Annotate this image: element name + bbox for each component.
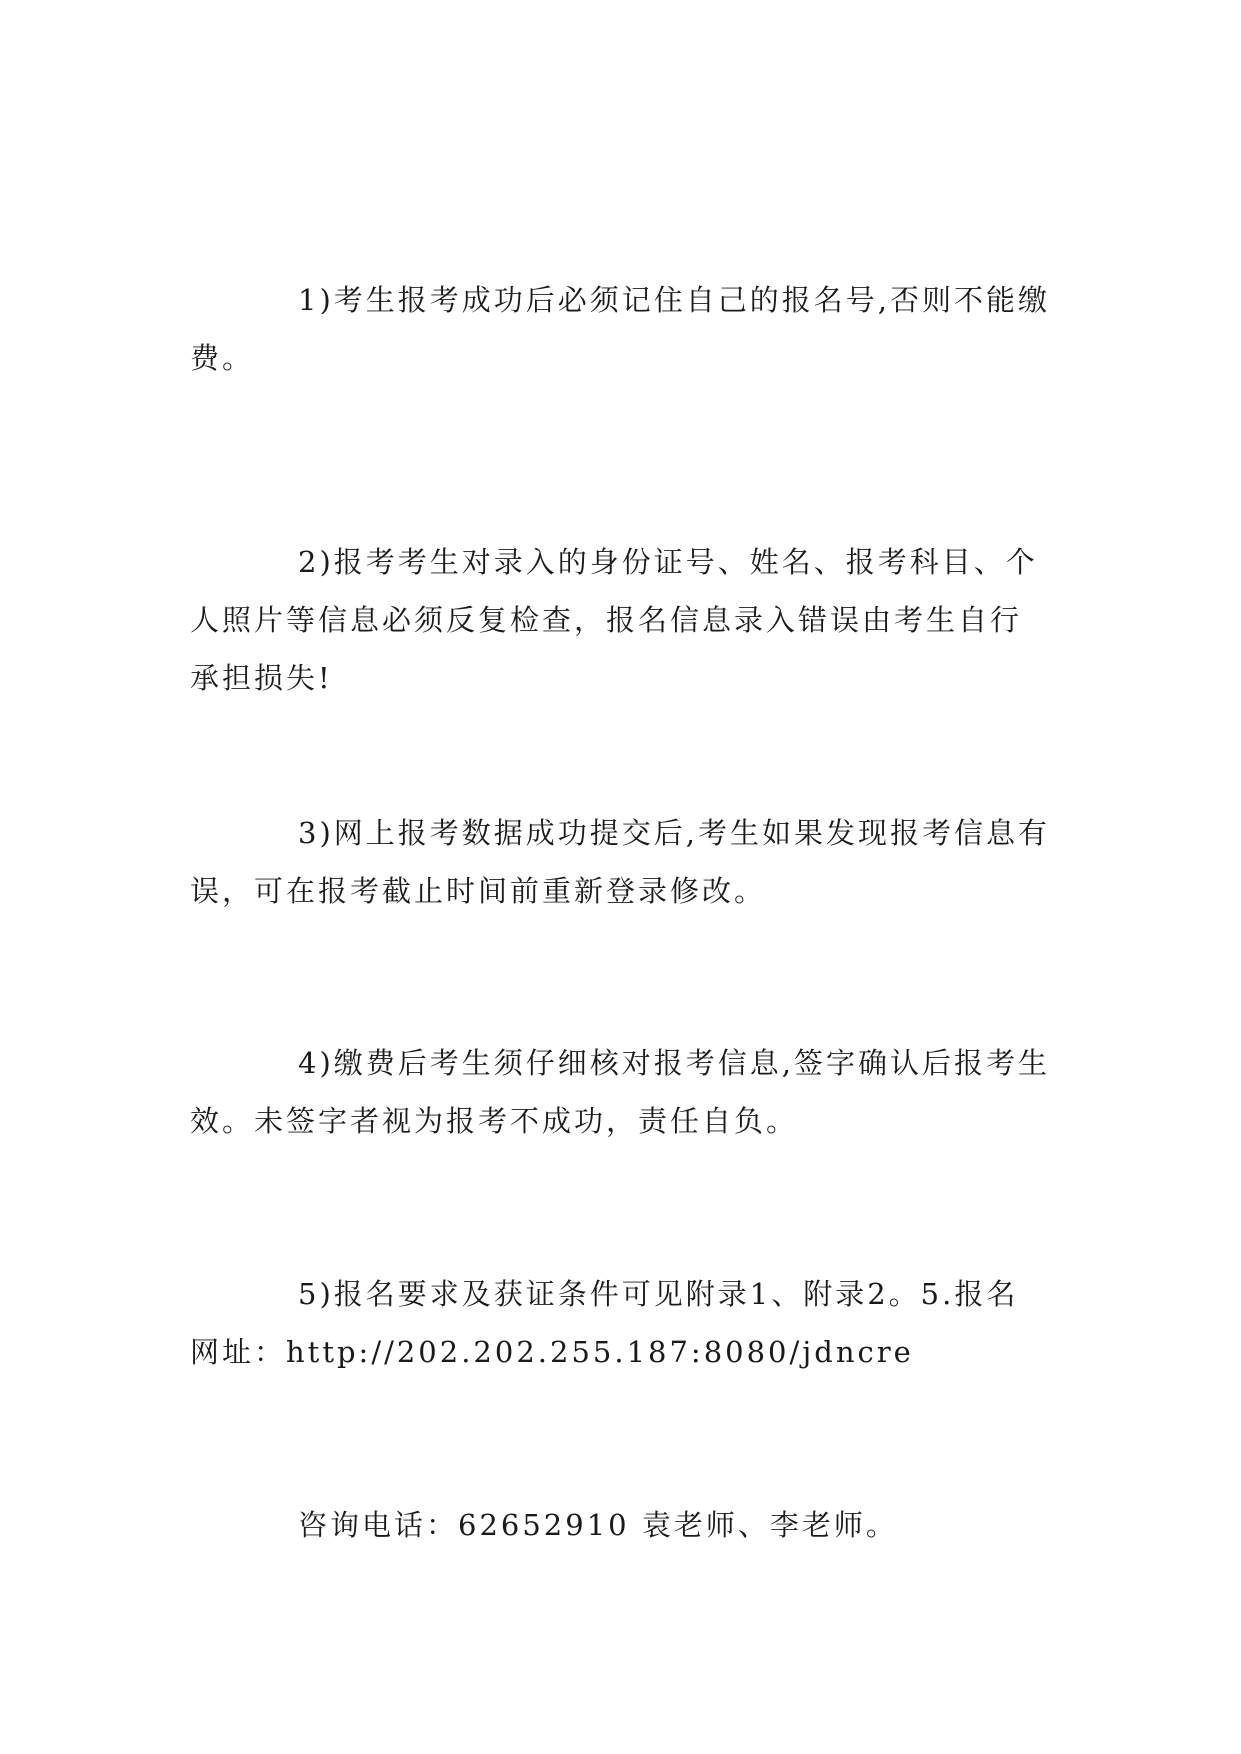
contact-line: 咨询电话：62652910 袁老师、李老师。 xyxy=(298,1508,898,1542)
notice-item-5: 5)报名要求及获证条件可见附录1、附录2。5.报名网址：http://202.202.255.187:8080/jdncre xyxy=(190,1277,1019,1369)
notice-item-1: 1)考生报考成功后必须记住自己的报名号,否则不能缴费。 xyxy=(190,283,1050,375)
notice-item-2: 2)报考考生对录入的身份证号、姓名、报考科目、个人照片等信息必须反复检查，报名信息录入错误由考生自行承担损失! xyxy=(190,545,1038,695)
notice-item-3: 3)网上报考数据成功提交后,考生如果发现报考信息有误，可在报考截止时间前重新登录修改。 xyxy=(190,816,1050,908)
notice-item-4: 4)缴费后考生须仔细核对报考信息,签字确认后报考生效。未签字者视为报考不成功，责任自负。 xyxy=(190,1046,1050,1138)
